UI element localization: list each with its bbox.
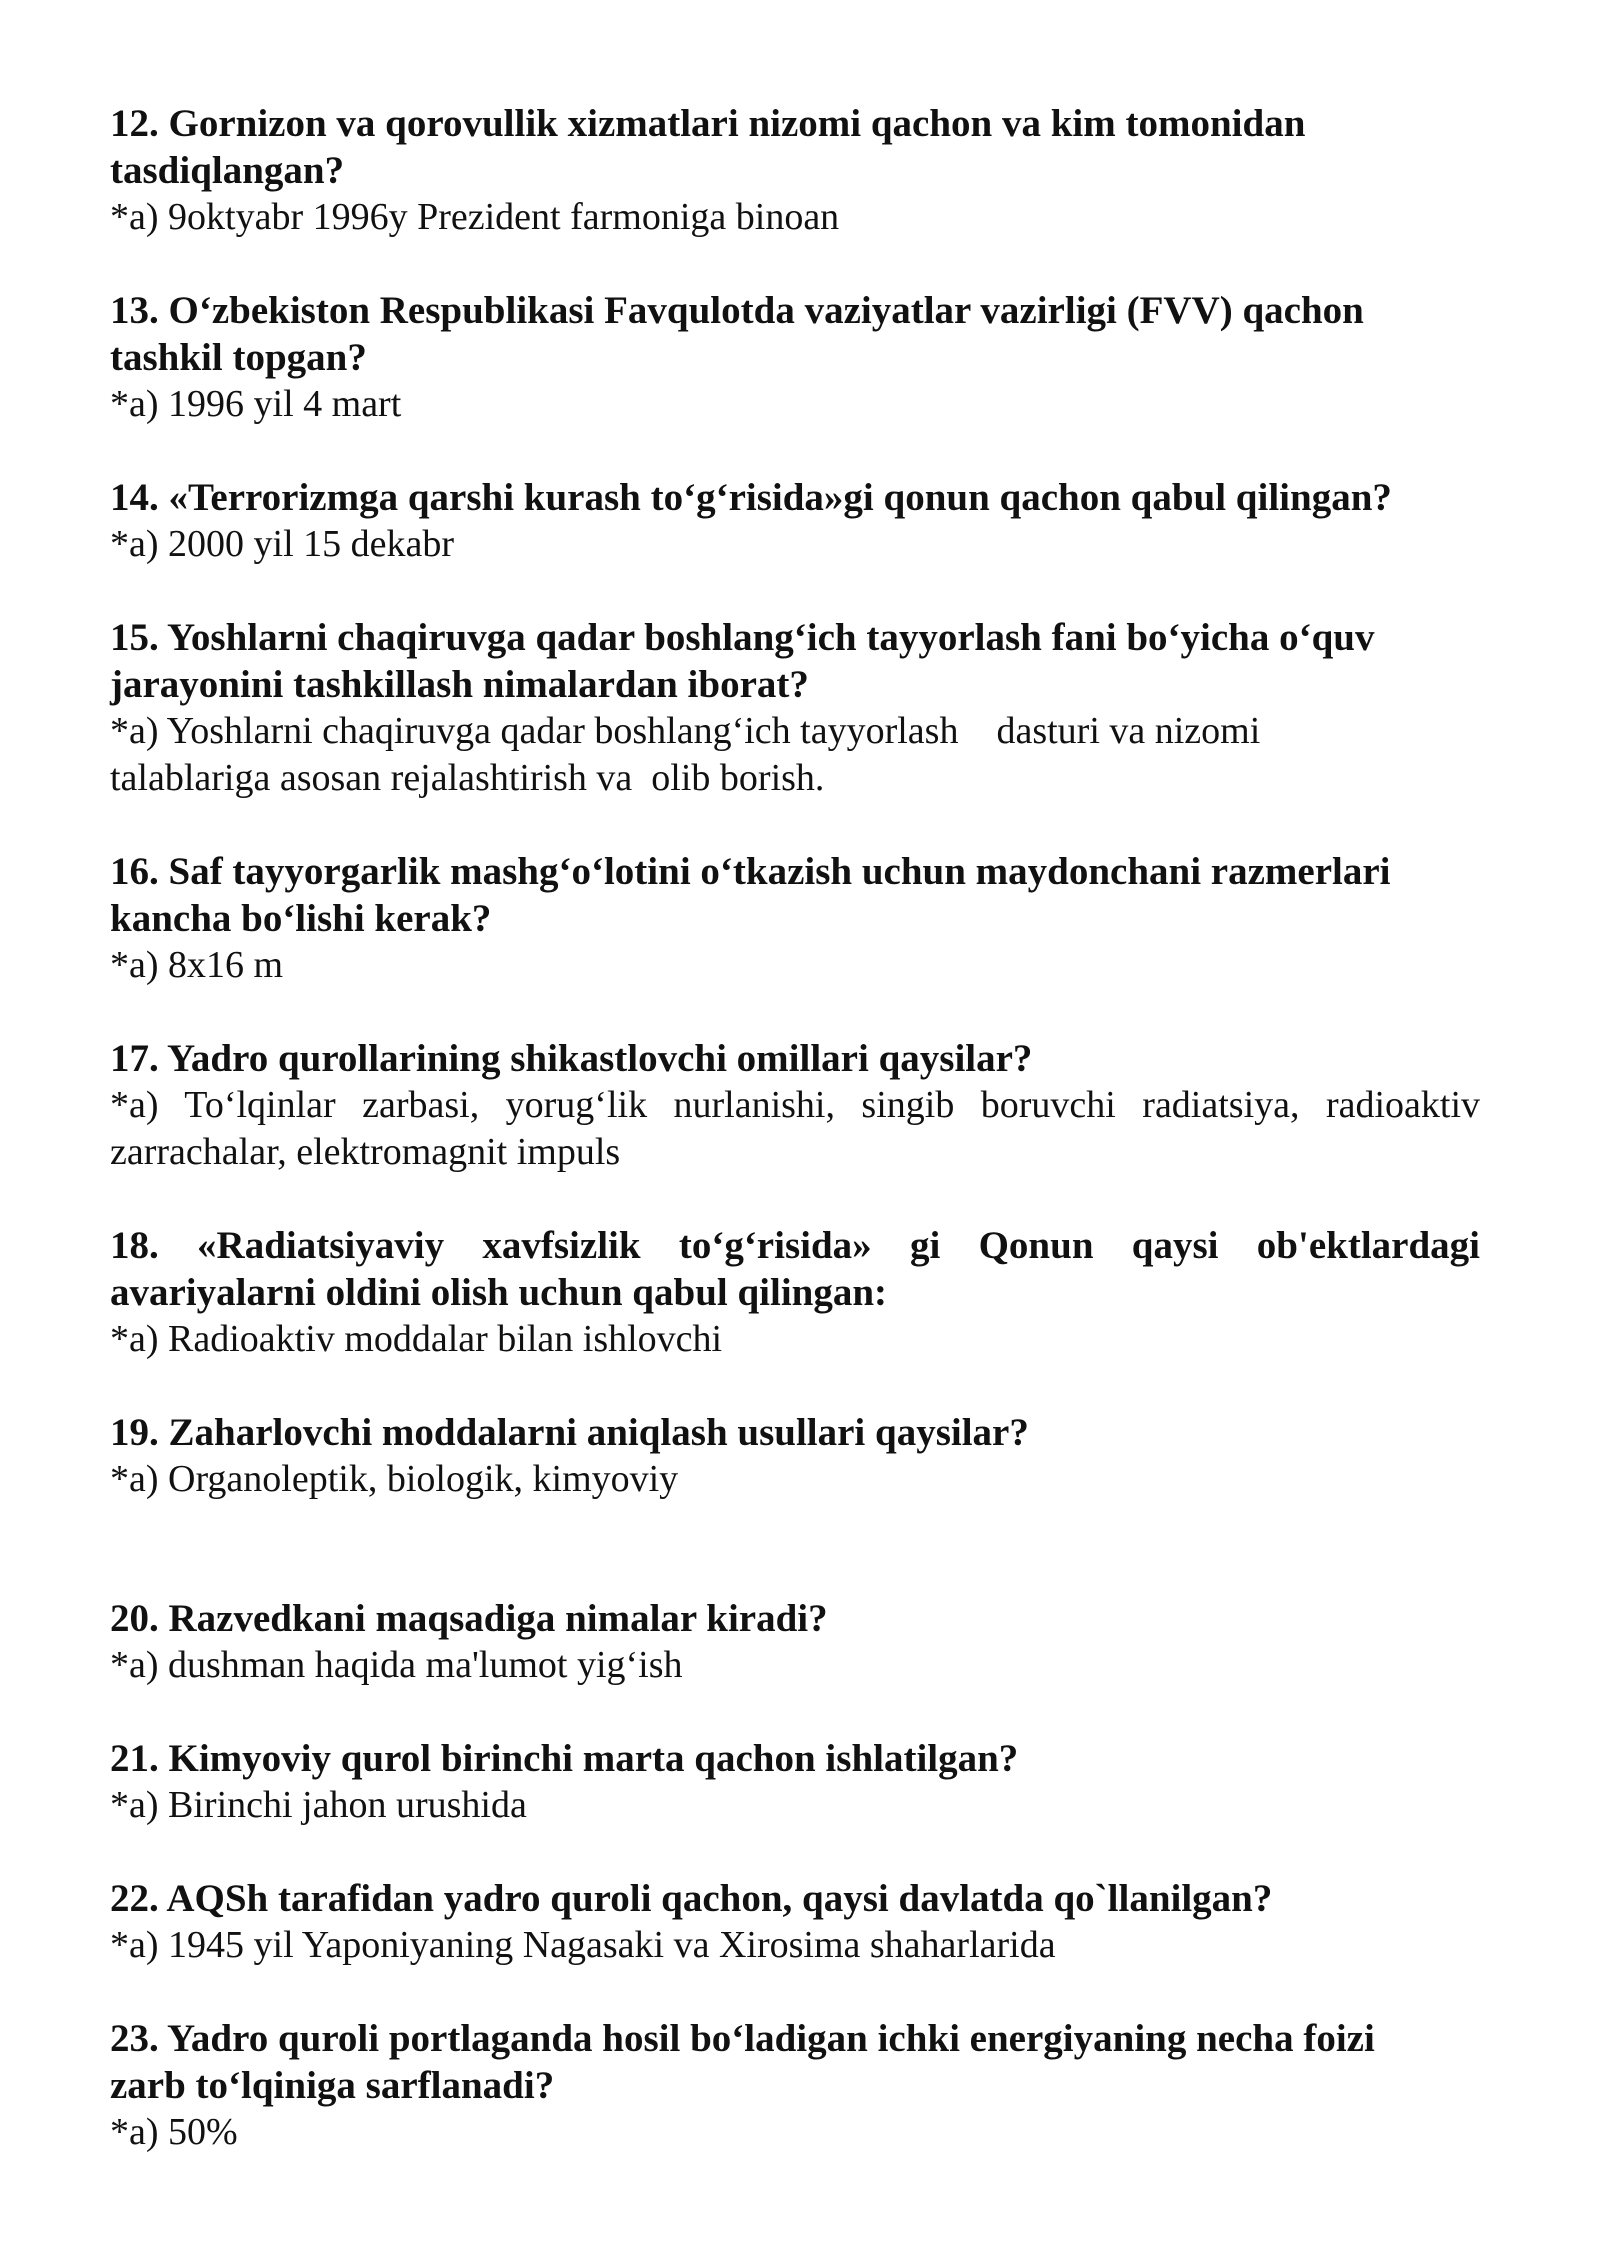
- answer-20: *a) dushman haqida ma'lumot yig‘ish: [110, 1644, 683, 1686]
- question-block-19: [110, 1409, 1480, 1503]
- answer-15: *a) Yoshlarni chaqiruvga qadar boshlang‘ich tayyorlash dasturi va nizomi talablariga asosan rejalashtirish va olib borish.: [110, 710, 1270, 799]
- question-12: 12. Gornizon va qorovullik xizmatlari nizomi qachon va kim tomonidan tasdiqlangan?: [110, 102, 1306, 192]
- question-19: 19. Zaharlovchi moddalarni aniqlash usullari qaysilar?: [110, 1411, 1029, 1454]
- question-block-13: [110, 287, 1480, 428]
- question-17: 17. Yadro qurollarining shikastlovchi omillari qaysilar?: [110, 1037, 1033, 1080]
- question-block-16: [110, 848, 1480, 989]
- answer-21: *a) Birinchi jahon urushida: [110, 1784, 527, 1826]
- question-block-15: [110, 614, 1480, 802]
- answer-23: *a) 50%: [110, 2111, 238, 2153]
- question-22: 22. AQSh tarafidan yadro quroli qachon, qaysi davlatda qo`llanilgan?: [110, 1877, 1273, 1920]
- question-block-12: [110, 100, 1480, 241]
- question-18: 18. «Radiatsiyaviy xavfsizlik to‘g‘risida» gi Qonun qaysi ob'ektlardagi avariyalarni oldini olish uchun qabul qilingan:: [110, 1224, 1480, 1314]
- answer-13: *a) 1996 yil 4 mart: [110, 383, 402, 425]
- question-23: 23. Yadro quroli portlaganda hosil bo‘ladigan ichki energiyaning necha foizi zarb to‘lqiniga sarflanadi?: [110, 2017, 1375, 2107]
- question-block-23: [110, 2015, 1480, 2156]
- question-block-17: [110, 1035, 1480, 1176]
- question-block-20: [110, 1595, 1480, 1689]
- question-16: 16. Saf tayyorgarlik mashg‘o‘lotini o‘tkazish uchun maydonchani razmerlari kancha bo‘lishi kerak?: [110, 850, 1391, 940]
- question-block-18: [110, 1222, 1480, 1363]
- question-20: 20. Razvedkani maqsadiga nimalar kiradi?: [110, 1597, 828, 1640]
- question-block-22: [110, 1875, 1480, 1969]
- answer-16: *a) 8x16 m: [110, 944, 284, 986]
- question-15: 15. Yoshlarni chaqiruvga qadar boshlang‘ich tayyorlash fani bo‘yicha o‘quv jarayonini tashkillash nimalardan iborat?: [110, 616, 1375, 706]
- question-14: 14. «Terrorizmga qarshi kurash to‘g‘risida»gi qonun qachon qabul qilingan?: [110, 476, 1392, 519]
- answer-14: *a) 2000 yil 15 dekabr: [110, 523, 455, 565]
- answer-22: *a) 1945 yil Yaponiyaning Nagasaki va Xirosima shaharlarida: [110, 1924, 1056, 1966]
- answer-19: *a) Organoleptik, biologik, kimyoviy: [110, 1458, 679, 1500]
- answer-17: *a) To‘lqinlar zarbasi, yorug‘lik nurlanishi, singib boruvchi radiatsiya, radioaktiv zarrachalar, elektromagnit impuls: [110, 1084, 1480, 1173]
- question-21: 21. Kimyoviy qurol birinchi marta qachon ishlatilgan?: [110, 1737, 1019, 1780]
- answer-18: *a) Radioaktiv moddalar bilan ishlovchi: [110, 1318, 723, 1360]
- answer-12: *a) 9oktyabr 1996y Prezident farmoniga binoan: [110, 196, 840, 238]
- document-page: [110, 100, 1480, 2156]
- question-block-21: [110, 1735, 1480, 1829]
- question-13: 13. O‘zbekiston Respublikasi Favqulotda vaziyatlar vazirligi (FVV) qachon tashkil topgan?: [110, 289, 1364, 379]
- question-block-14: [110, 474, 1480, 568]
